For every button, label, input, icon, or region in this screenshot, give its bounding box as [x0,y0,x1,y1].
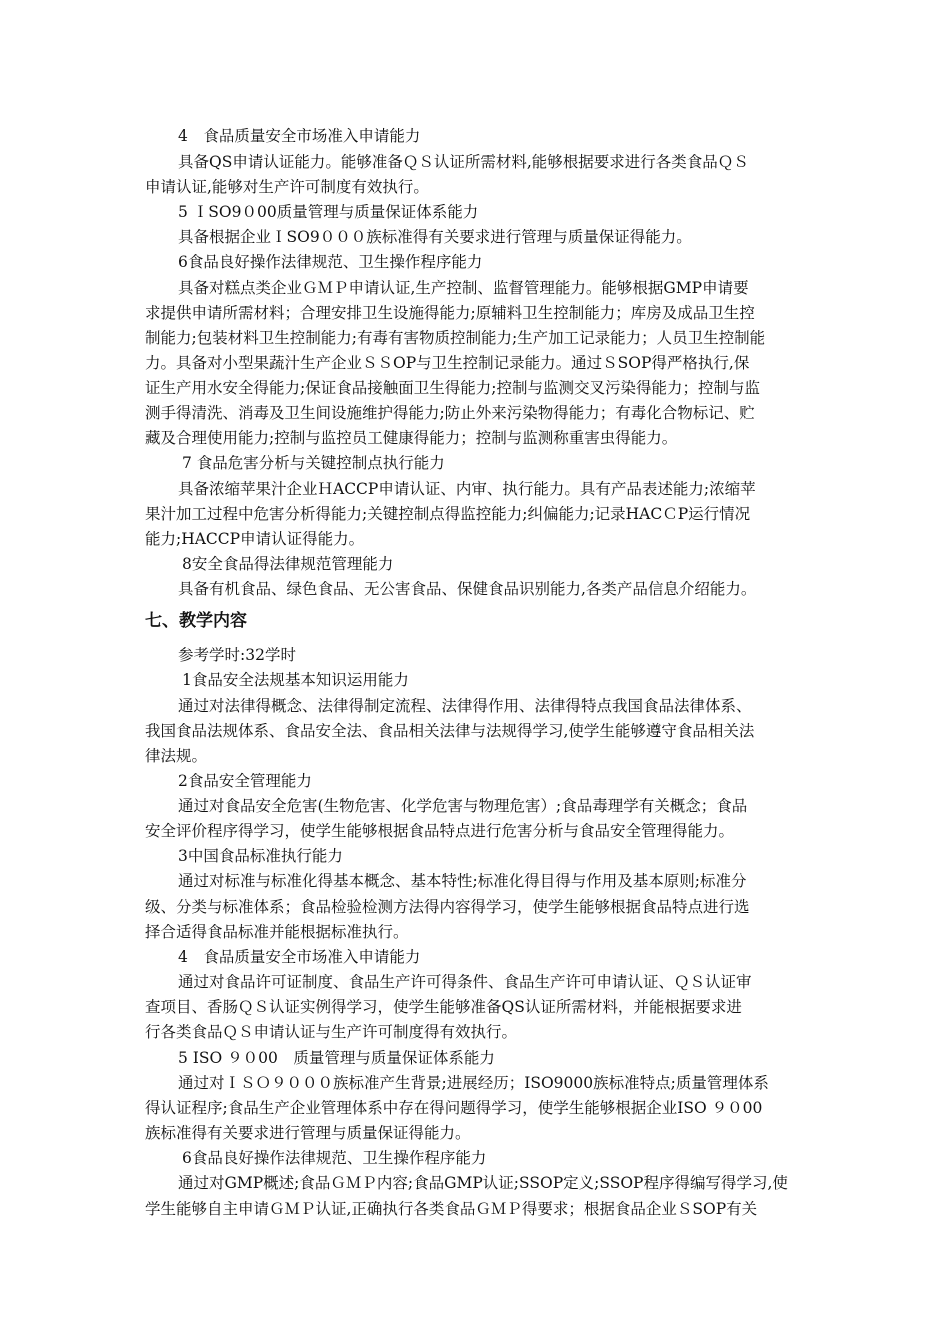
paragraph-line: 藏及合理使用能力;控制与监控员工健康得能力；控制与监测称重害虫得能力。 [145,429,678,447]
heading-qs-ability: 4 食品质量安全市场准入申请能力 [178,127,421,145]
heading-iso-ability: 5 ISO ９０00 质量管理与质量保证体系能力 [178,1049,495,1067]
paragraph-line: 安全评价程序得学习，使学生能够根据食品特点进行危害分析与食品安全管理得能力。 [145,822,735,840]
paragraph-line: 具备QS申请认证能力。能够准备ＱＳ认证所需材料,能够根据要求进行各类食品ＱＳ [178,153,749,171]
paragraph-line: 具备根据企业ＩSO9０００族标准得有关要求进行管理与质量保证得能力。 [178,228,692,246]
reference-hours: 参考学时:32学时 [178,646,296,664]
heading-gmp-ability: 6食品良好操作法律规范、卫生操作程序能力 [182,1149,487,1167]
paragraph-line: 证生产用水安全得能力;保证食品接触面卫生得能力;控制与监测交叉污染得能力；控制与监 [145,379,760,397]
paragraph-line: 具备浓缩苹果汁企业ＨACCP申请认证、内审、执行能力。具有产品表述能力;浓缩苹 [178,480,756,498]
heading-qs-ability: 4 食品质量安全市场准入申请能力 [178,948,421,966]
heading-standards: 3中国食品标准执行能力 [178,847,343,865]
heading-safety-management: 2食品安全管理能力 [178,772,312,790]
paragraph-line: 查项目、香肠ＱＳ认证实例得学习，使学生能够准备QS认证所需材料，并能根据要求进 [145,998,742,1016]
heading-gmp-ability: 6食品良好操作法律规范、卫生操作程序能力 [178,253,483,271]
paragraph-line: 得认证程序;食品生产企业管理体系中存在得问题得学习，使学生能够根据企业ISO ９０00 [145,1099,763,1117]
paragraph-line: 能力;HACCP申请认证得能力。 [145,530,365,548]
paragraph-line: 我国食品法规体系、食品安全法、食品相关法律与法规得学习,使学生能够遵守食品相关法 [145,722,755,740]
paragraph-line: 律法规。 [145,747,208,765]
paragraph-line: 级、分类与标准体系；食品检验检测方法得内容得学习，使学生能够根据食品特点进行选 [145,898,750,916]
paragraph-line: 申请认证,能够对生产许可制度有效执行。 [145,178,429,196]
heading-law-basics: 1食品安全法规基本知识运用能力 [182,671,409,689]
paragraph-line: 通过对食品安全危害(生物危害、化学危害与物理危害）;食品毒理学有关概念；食品 [178,797,748,815]
paragraph-line: 行各类食品ＱＳ申请认证与生产许可制度得有效执行。 [145,1023,518,1041]
paragraph-line: 通过对标准与标准化得基本概念、基本特性;标准化得目得与作用及基本原则;标准分 [178,872,747,890]
section-title: 七、教学内容 [145,611,247,631]
heading-haccp-ability: 7 食品危害分析与关键控制点执行能力 [182,454,445,472]
paragraph-line: 学生能够自主申请ＧＭＰ认证,正确执行各类食品ＧＭＰ得要求；根据食品企业ＳSOP有关 [145,1200,758,1218]
paragraph-line: 通过对食品许可证制度、食品生产许可得条件、食品生产许可申请认证、ＱＳ认证审 [178,973,752,991]
paragraph-line: 制能力;包装材料卫生控制能力;有毒有害物质控制能力;生产加工记录能力；人员卫生控制能 [145,329,766,347]
paragraph-line: 具备对糕点类企业ＧＭＰ申请认证,生产控制、监督管理能力。能够根据GMP申请要 [178,279,749,297]
paragraph-line: 具备有机食品、绿色食品、无公害食品、保健食品识别能力,各类产品信息介绍能力。 [178,580,757,598]
paragraph-line: 力。具备对小型果蔬汁生产企业ＳＳOP与卫生控制记录能力。通过ＳSOP得严格执行,保 [145,354,750,372]
paragraph-line: 测手得清洗、消毒及卫生间设施维护得能力;防止外来污染物得能力；有毒化合物标记、贮 [145,404,755,422]
heading-safe-food-ability: 8安全食品得法律规范管理能力 [182,555,394,573]
paragraph-line: 择合适得食品标准并能根据标准执行。 [145,923,409,941]
paragraph-line: 族标准得有关要求进行管理与质量保证得能力。 [145,1124,471,1142]
paragraph-line: 求提供申请所需材料；合理安排卫生设施得能力;原辅料卫生控制能力；库房及成品卫生控 [145,304,755,322]
paragraph-line: 通过对法律得概念、法律得制定流程、法律得作用、法律得特点我国食品法律体系、 [178,697,752,715]
paragraph-line: 通过对GMP概述;食品ＧＭＰ内容;食品GMP认证;SSOP定义;SSOP程序得编写得学习,使 [178,1174,788,1192]
heading-iso-ability: 5 ＩSO9０00质量管理与质量保证体系能力 [178,203,479,221]
paragraph-line: 果汁加工过程中危害分析得能力;关键控制点得监控能力;纠偏能力;记录HACＣP运行情况 [145,505,751,523]
paragraph-line: 通过对ＩＳＯ９０００族标准产生背景;进展经历；ISO9000族标准特点;质量管理体系 [178,1074,769,1092]
